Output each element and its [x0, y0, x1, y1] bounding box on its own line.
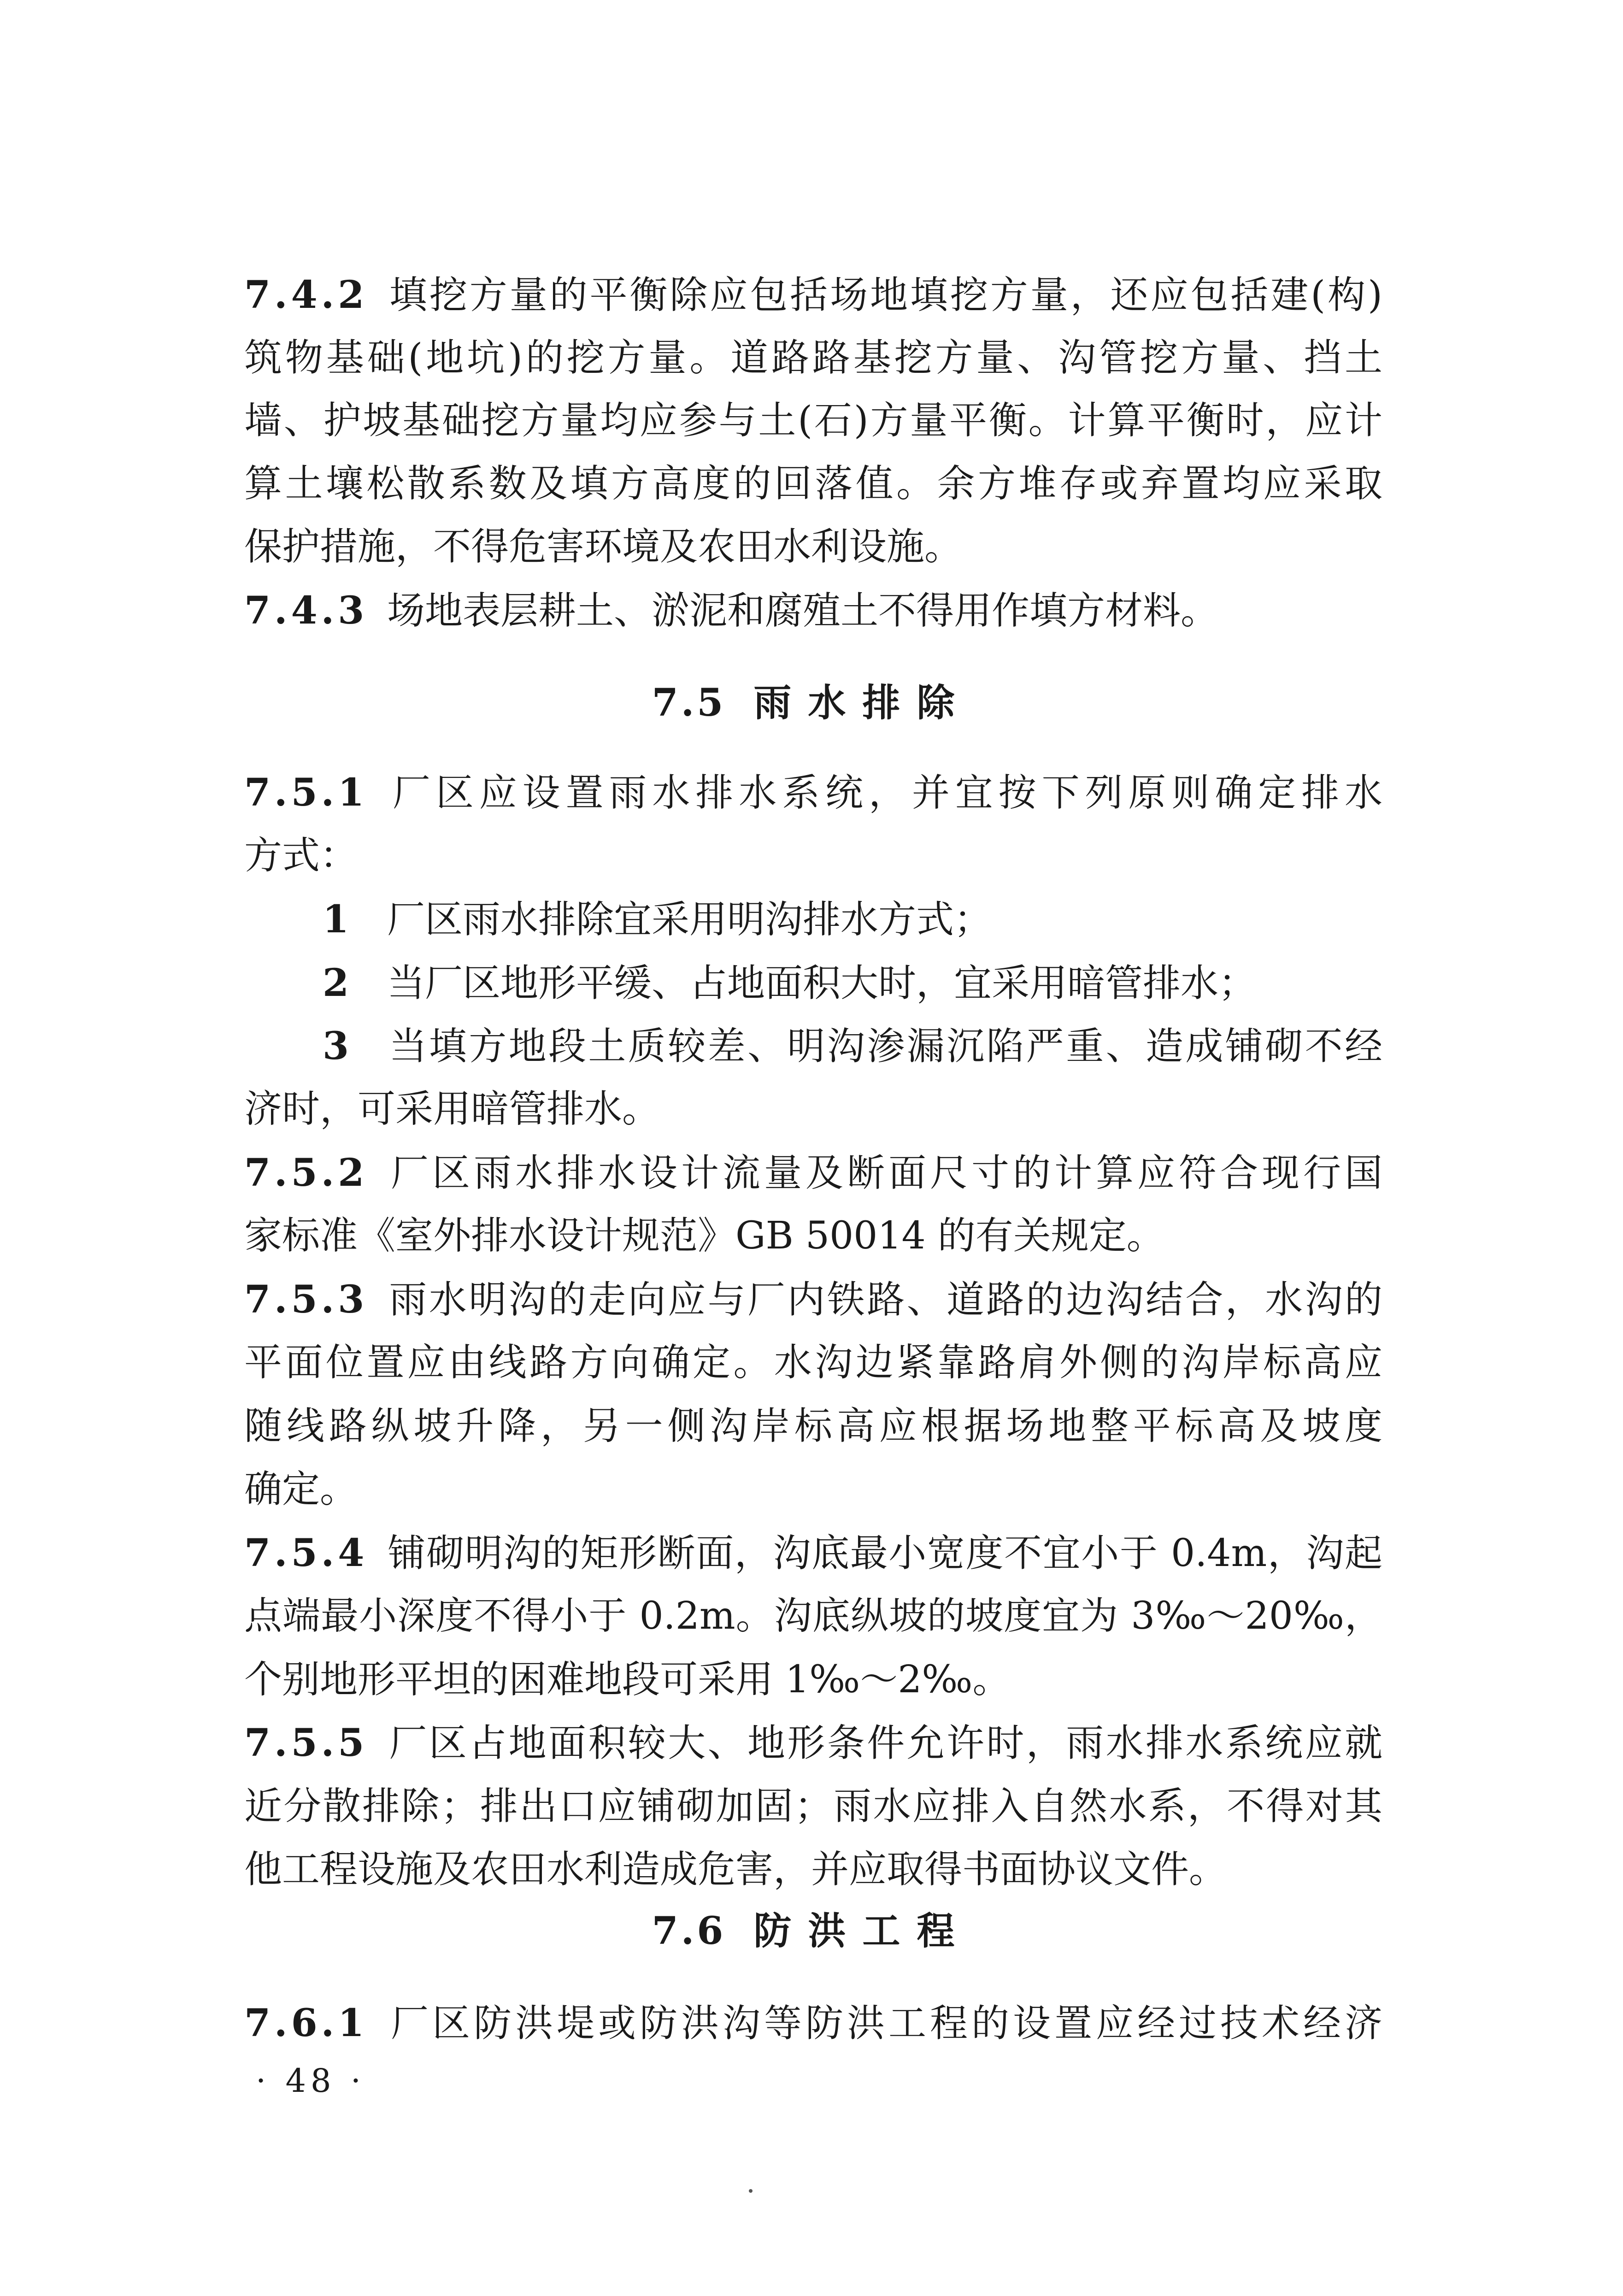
section-number: 7.5	[652, 681, 726, 725]
list-item-text: 当填方地段土质较差、明沟渗漏沉陷严重、造成铺砌不经	[387, 1024, 1382, 1068]
section-title: 防洪工程	[753, 1909, 971, 1953]
list-item-number: 2	[323, 961, 349, 1005]
clause-number: 7.5.3	[244, 1278, 368, 1322]
clause-7-6-1-line-1	[244, 1998, 1382, 2049]
clause-7-5-1-line-1	[244, 767, 1382, 818]
clause-number: 7.4.3	[244, 589, 368, 633]
clause-7-5-4-line-3	[244, 1654, 1010, 1705]
list-item-text: 当厂区地形平缓、占地面积大时，宜采用暗管排水；	[387, 961, 1257, 1005]
clause-text: 场地表层耕土、淤泥和腐殖土不得用作填方材料。	[387, 589, 1219, 633]
clause-number: 7.5.2	[244, 1151, 368, 1195]
page-number: · 48 ·	[256, 2062, 366, 2100]
list-item-text: 厂区雨水排除宜采用明沟排水方式；	[387, 898, 992, 942]
clause-text: 个别地形平坦的困难地段可采用 1‰～2‰。	[244, 1658, 1011, 1701]
clause-text: 家标准《室外排水设计规范》GB 50014 的有关规定。	[244, 1214, 1164, 1258]
clause-7-5-3-line-1	[244, 1274, 1382, 1325]
clause-text: 点端最小深度不得小于 0.2m。沟底纵坡的坡度宜为 3‰～20‰，	[244, 1594, 1382, 1638]
clause-text: 确定。	[244, 1467, 358, 1511]
section-heading-7-5	[0, 675, 1623, 730]
clause-number: 7.5.4	[244, 1531, 368, 1575]
clause-text: 厂区雨水排水设计流量及断面尺寸的计算应符合现行国	[387, 1151, 1382, 1195]
clause-text: 近分散排除；排出口应铺砌加固；雨水应排入自然水系，不得对其	[244, 1784, 1382, 1828]
clause-text: 墙、护坡基础挖方量均应参与土(石)方量平衡。计算平衡时，应计	[244, 399, 1382, 442]
clause-text: 厂区应设置雨水排水系统，并宜按下列原则确定排水	[387, 771, 1382, 815]
list-item-2	[323, 958, 1256, 1008]
clause-7-5-5-line-2	[244, 1781, 1382, 1832]
scan-speck	[749, 2189, 753, 2193]
section-heading-7-6	[0, 1903, 1623, 1959]
section-number: 7.6	[652, 1909, 726, 1953]
clause-7-4-2-line-4	[244, 459, 1382, 509]
clause-number: 7.5.1	[244, 771, 368, 815]
clause-text: 厂区占地面积较大、地形条件允许时，雨水排水系统应就	[387, 1721, 1382, 1765]
clause-number: 7.5.5	[244, 1721, 368, 1765]
section-title: 雨水排除	[753, 681, 971, 725]
clause-7-5-5-line-1	[244, 1718, 1382, 1768]
list-item-text: 济时，可采用暗管排水。	[244, 1087, 660, 1131]
clause-7-4-2-line-5	[244, 522, 962, 572]
clause-7-5-3-line-2	[244, 1337, 1382, 1388]
clause-text: 保护措施，不得危害环境及农田水利设施。	[244, 525, 963, 569]
clause-text: 填挖方量的平衡除应包括场地填挖方量，还应包括建(构)	[387, 273, 1382, 317]
clause-7-5-2-line-2	[244, 1211, 1164, 1261]
clause-text: 方式：	[244, 834, 358, 877]
list-item-number: 3	[323, 1024, 349, 1068]
clause-number: 7.4.2	[244, 273, 368, 317]
clause-number: 7.6.1	[244, 2001, 368, 2045]
clause-7-5-4-line-1	[244, 1528, 1382, 1578]
clause-7-4-2-line-1	[244, 270, 1382, 320]
list-item-1	[323, 894, 992, 945]
clause-text: 雨水明沟的走向应与厂内铁路、道路的边沟结合，水沟的	[387, 1278, 1382, 1322]
clause-text: 他工程设施及农田水利造成危害，并应取得书面协议文件。	[244, 1848, 1227, 1891]
list-item-3	[323, 1021, 1382, 1071]
list-item-3-continued	[244, 1084, 660, 1135]
clause-7-4-3	[244, 585, 1218, 636]
clause-7-5-1-line-2	[244, 830, 358, 881]
clause-7-5-3-line-4	[244, 1464, 358, 1515]
clause-7-4-2-line-2	[244, 333, 1382, 383]
clause-7-4-2-line-3	[244, 395, 1382, 446]
clause-text: 算土壤松散系数及填方高度的回落值。余方堆存或弃置均应采取	[244, 462, 1382, 506]
clause-7-5-4-line-2	[244, 1591, 1382, 1642]
clause-text: 厂区防洪堤或防洪沟等防洪工程的设置应经过技术经济	[387, 2002, 1382, 2045]
clause-text: 筑物基础(地坑)的挖方量。道路路基挖方量、沟管挖方量、挡土	[244, 336, 1382, 380]
clause-7-5-3-line-3	[244, 1401, 1382, 1452]
clause-7-5-2-line-1	[244, 1148, 1382, 1198]
list-item-number: 1	[323, 897, 349, 942]
clause-text: 铺砌明沟的矩形断面，沟底最小宽度不宜小于 0.4m，沟起	[387, 1531, 1382, 1575]
clause-text: 随线路纵坡升降，另一侧沟岸标高应根据场地整平标高及坡度	[244, 1404, 1382, 1448]
clause-7-5-5-line-3	[244, 1844, 1227, 1895]
clause-text: 平面位置应由线路方向确定。水沟边紧靠路肩外侧的沟岸标高应	[244, 1341, 1382, 1384]
